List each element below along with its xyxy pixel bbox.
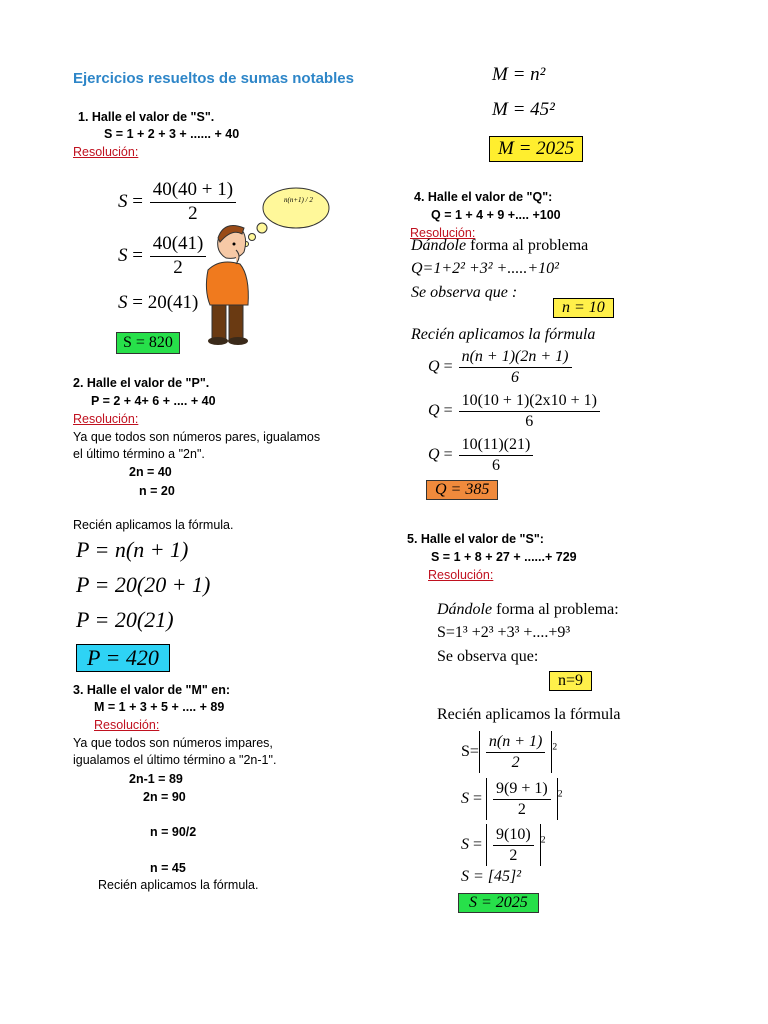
- problem-5-n-value: n=9: [549, 671, 592, 691]
- problem-5-formula-3: S = $\frac{9(10)}{2}$ $^2$: [461, 824, 545, 866]
- problem-4-formula-2: Q = $\frac{10(10 + 1)(2x10 + 1)}{6}$: [428, 392, 602, 430]
- problem-3-eq-4: n = 45: [150, 861, 186, 875]
- problem-4-dandole: [411, 237, 588, 255]
- problem-3-text-1: Ya que todos son números impares,: [73, 736, 273, 750]
- problem-3-eq-3: n = 90/2: [150, 825, 197, 839]
- problem-3-resolution-label: Resolución:: [94, 718, 160, 732]
- thinking-boy-illustration: [196, 180, 336, 350]
- problem-5-dandole-word: Dándole: [437, 601, 493, 618]
- problem-3-formula-1: M = n²: [492, 64, 546, 85]
- problem-4-formula-3: Q = $\frac{10(11)(21)}{6}$: [428, 436, 535, 474]
- problem-5-question: 5. Halle el valor de "S":: [407, 532, 544, 546]
- problem-2-eq-2: n = 20: [139, 484, 175, 498]
- problem-2-formula-2: P = 20(20 + 1): [76, 572, 211, 597]
- problem-5-formula-4: S = [45]²: [461, 868, 522, 885]
- problem-5-s-expression: S=1³ +2³ +3³ +....+9³: [437, 624, 571, 641]
- problem-2-text-1: Ya que todos son números pares, igualamos: [73, 430, 321, 444]
- problem-3-question: 3. Halle el valor de "M" en:: [73, 683, 231, 697]
- problem-5-answer: S = 2025: [458, 893, 539, 913]
- problem-4-forma-text: forma al problema: [466, 237, 589, 254]
- problem-2-answer: P = 420: [76, 644, 170, 672]
- problem-5-recien: Recién aplicamos la fórmula: [437, 706, 621, 723]
- page-title: Ejercicios resueltos de sumas notables: [73, 70, 354, 87]
- problem-4-answer: Q = 385: [426, 480, 498, 500]
- problem-2-eq-1: 2n = 40: [129, 465, 172, 479]
- problem-2-recien: Recién aplicamos la fórmula.: [73, 518, 234, 532]
- problem-2-series: P = 2 + 4+ 6 + .... + 40: [91, 394, 216, 408]
- thought-bubble-text: n(n+1) / 2: [284, 196, 313, 204]
- problem-1-series: S = 1 + 2 + 3 + ...... + 40: [104, 127, 240, 141]
- problem-3-text-2: igualamos el último término a "2n-1".: [73, 753, 277, 767]
- problem-2-formula-1: P = n(n + 1): [76, 537, 189, 562]
- problem-4-observe: Se observa que :: [411, 284, 518, 301]
- problem-1-formula-3: S = 20(41): [118, 292, 199, 313]
- problem-3-eq-1: 2n-1 = 89: [129, 772, 183, 786]
- problem-2-question: 2. Halle el valor de "P".: [73, 376, 210, 390]
- problem-5-resolution-label: Resolución:: [428, 568, 494, 582]
- problem-4-series: Q = 1 + 4 + 9 +.... +100: [431, 208, 561, 222]
- problem-4-question: 4. Halle el valor de "Q":: [414, 190, 553, 204]
- problem-1-answer: S = 820: [116, 332, 180, 354]
- problem-5-dandole: [437, 601, 619, 619]
- problem-4-formula-1: Q = $\frac{n(n + 1)(2n + 1)}{6}$: [428, 348, 574, 386]
- problem-1-resolution-label: Resolución:: [73, 145, 139, 159]
- problem-5-series: S = 1 + 8 + 27 + ......+ 729: [431, 550, 577, 564]
- problem-5-forma-text: forma al problema:: [492, 601, 619, 618]
- problem-4-resolution-label: Resolución:: [410, 226, 476, 240]
- problem-5-formula-2: S = $\frac{9(9 + 1)}{2}$ $^2$: [461, 778, 563, 820]
- problem-3-series: M = 1 + 3 + 5 + .... + 89: [94, 700, 225, 714]
- problem-1-formula-1: S = $\frac{40(40 + 1)}{2}$: [118, 180, 238, 225]
- problem-5-formula-1: S= $\frac{n(n + 1)}{2}$ $^2$: [461, 731, 557, 773]
- problem-5-observe: Se observa que:: [437, 648, 539, 665]
- problem-3-answer: M = 2025: [489, 136, 583, 162]
- problem-2-text-2: el último término a "2n".: [73, 447, 205, 461]
- problem-4-recien: Recién aplicamos la fórmula: [411, 326, 596, 343]
- problem-4-q-expression: Q=1+2² +3² +.....+10²: [411, 260, 559, 277]
- problem-2-resolution-label: Resolución:: [73, 412, 139, 426]
- problem-3-recien: Recién aplicamos la fórmula.: [98, 878, 259, 892]
- problem-3-eq-2: 2n = 90: [143, 790, 186, 804]
- problem-3-formula-2: M = 45²: [492, 99, 555, 120]
- problem-1-formula-2: S = $\frac{40(41)}{2}$: [118, 234, 208, 279]
- problem-4-n-value: n = 10: [553, 298, 614, 318]
- problem-4-dandole-word: Dándole: [411, 237, 467, 254]
- problem-2-formula-3: P = 20(21): [76, 607, 174, 632]
- problem-1-question: 1. Halle el valor de "S".: [78, 110, 215, 124]
